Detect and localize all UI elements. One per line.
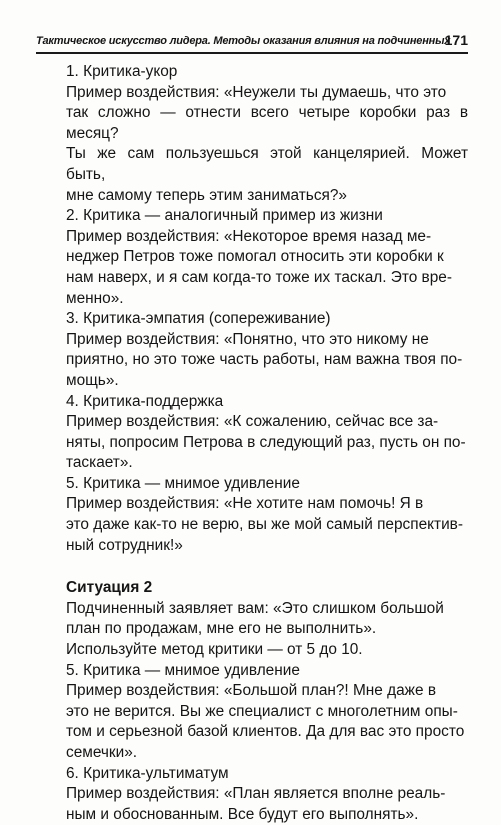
- text-line: Подчиненный заявляет вам: «Это слишком большой: [66, 599, 444, 617]
- situation-2-title: Ситуация 2: [66, 579, 153, 597]
- running-header-title: Тактическое искусство лидера. Методы оказания влияния на подчиненных: [36, 35, 451, 47]
- text-line: Пример воздействия: «Большой план?! Мне даже в: [66, 682, 436, 700]
- text-line: это даже как-то не верю, вы же мой самый перспектив-: [66, 516, 463, 534]
- text-line: приятно, но это тоже часть работы, нам важна твоя по-: [66, 351, 463, 369]
- text-line: том и серьезной базой клиентов. Да для вас это просто: [66, 723, 465, 741]
- critique-heading: 2. Критика — аналогичный пример из жизни: [66, 207, 383, 225]
- example-paragraph: [66, 330, 468, 392]
- critique-heading: 5. Критика — мнимое удивление: [66, 474, 300, 492]
- intro-paragraph: [66, 599, 468, 640]
- situation-2-examples: [66, 661, 468, 825]
- critique-heading: 1. Критика-укор: [66, 63, 178, 80]
- example-paragraph: [66, 83, 468, 207]
- page-number: 171: [444, 32, 468, 48]
- text-line: Пример воздействия: «Не хотите нам помочь! Я в: [66, 495, 424, 513]
- critique-heading: 6. Критика-ультиматум: [66, 764, 229, 782]
- critique-heading: 4. Критика-поддержка: [66, 392, 224, 410]
- text-line: таскает».: [66, 454, 133, 472]
- critique-examples: [66, 62, 468, 556]
- text-line: Пример воздействия: «План является вполне реаль-: [66, 785, 446, 803]
- text-line: нам наверх, и я сам когда-то тоже их таскал. Это вре-: [66, 268, 452, 286]
- text-line: Ты же сам пользуешься этой канцелярией. Может быть,: [66, 145, 468, 183]
- critique-heading: 3. Критика-эмпатия (сопереживание): [66, 310, 331, 328]
- critique-heading: 5. Критика — мнимое удивление: [66, 661, 300, 679]
- text-line: план по продажам, мне его не выполнить».: [66, 620, 377, 638]
- text-line: ным и обоснованным. Все будут его выполнять».: [66, 805, 419, 823]
- text-line: неджер Петров тоже помогал относить эти коробки к: [66, 248, 444, 266]
- text-line: мне самому теперь этим заниматься?»: [66, 186, 347, 204]
- text-line: Пример воздействия: «К сожалению, сейчас все за-: [66, 413, 439, 431]
- page-body: [66, 62, 468, 825]
- text-line: няты, попросим Петрова в следующий раз, пусть он по-: [66, 433, 466, 451]
- text-line: менно».: [66, 289, 124, 307]
- example-paragraph: [66, 227, 468, 309]
- example-paragraph: [66, 494, 468, 556]
- example-paragraph: [66, 412, 468, 474]
- text-line: Пример воздействия: «Понятно, что это никому не: [66, 330, 429, 348]
- example-paragraph: [66, 681, 468, 763]
- running-header: [36, 30, 468, 54]
- text-line: Пример воздействия: «Некоторое время назад ме-: [66, 227, 432, 245]
- text-line: так сложно — отнести всего четыре коробки раз в месяц?: [66, 104, 468, 142]
- text-line: семечки».: [66, 744, 138, 761]
- text-line: это не верится. Вы же специалист с многолетним опы-: [66, 702, 458, 720]
- text-line: Пример воздействия: «Неужели ты думаешь, что это: [66, 83, 447, 101]
- situation-2-intro: [66, 599, 468, 640]
- text-line: ный сотрудник!»: [66, 536, 183, 554]
- example-paragraph: [66, 784, 468, 825]
- situation-2-method: Используйте метод критики — от 5 до 10.: [66, 641, 363, 659]
- text-line: мощь».: [66, 371, 119, 389]
